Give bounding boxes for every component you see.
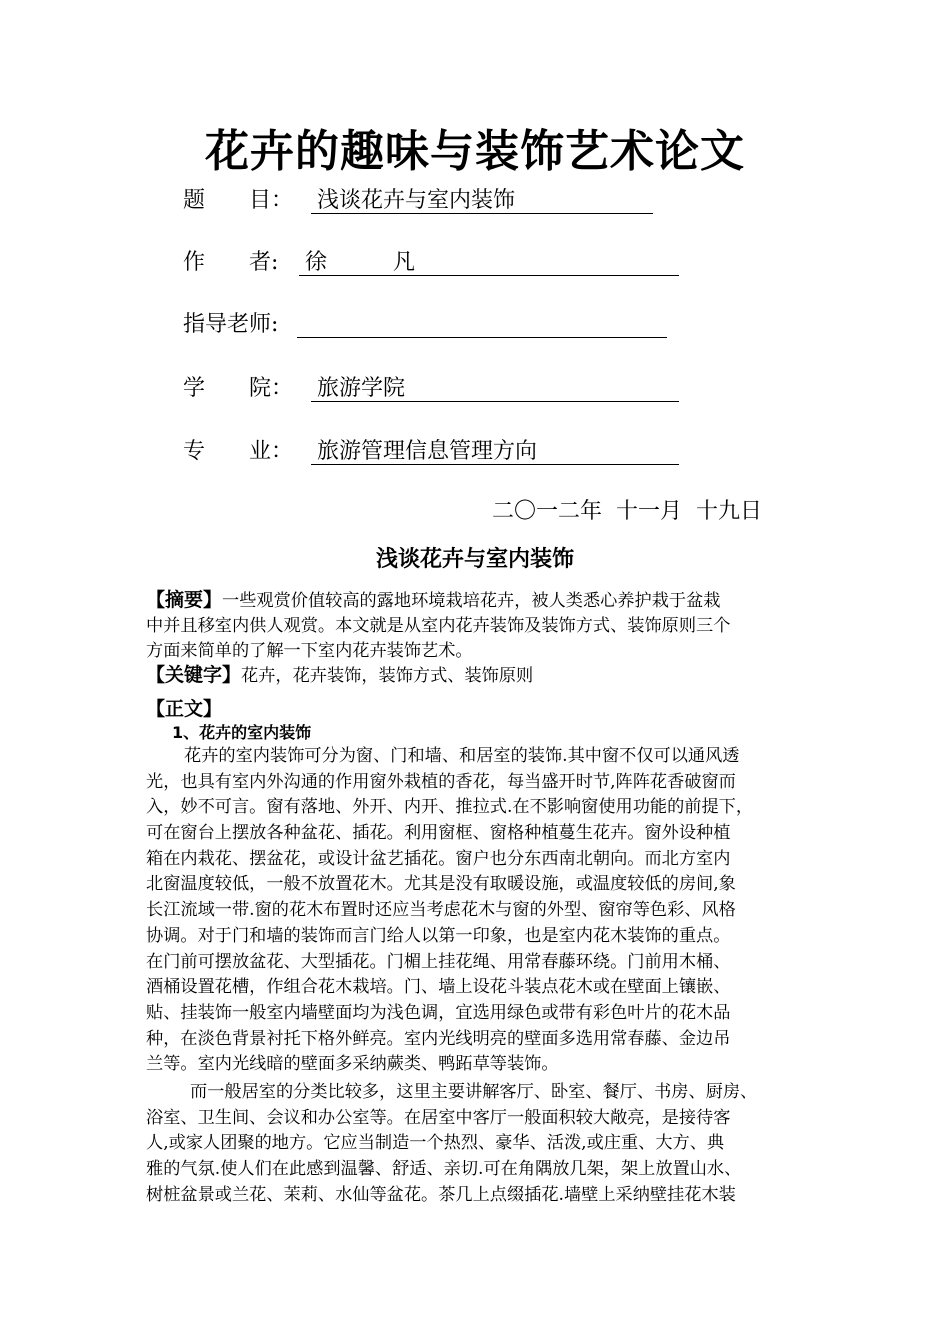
paper-subtitle: 浅谈花卉与室内装饰 bbox=[375, 547, 574, 572]
keywords-block bbox=[146, 663, 810, 689]
paragraph-line: 在门前可摆放盆花、大型插花。门楣上挂花绳、用常春藤环绕。门前用木桶、 bbox=[146, 951, 731, 972]
paragraph-line: 花卉的室内装饰可分为窗、门和墙、和居室的装饰.其中窗不仅可以通风透 bbox=[184, 746, 740, 766]
paragraph-line: 北窗温度较低，一般不放置花木。尤其是没有取暖设施，或温度较低的房间,象 bbox=[146, 874, 736, 895]
paragraph-line: 光，也具有室内外沟通的作用窗外栽植的香花，每当盛开时节,阵阵花香破窗而 bbox=[146, 771, 736, 792]
paragraph-line: 雅的气氛.使人们在此感到温馨、舒适、亲切.可在角隅放几架，架上放置山水、 bbox=[146, 1159, 742, 1180]
paragraph-line: 入，妙不可言。窗有落地、外开、内开、推拉式.在不影响窗使用功能的前提下， bbox=[146, 797, 754, 818]
author-field bbox=[183, 246, 416, 280]
paragraph-line: 兰等。室内光线暗的壁面多采纳蕨类、鸭跖草等装饰。 bbox=[146, 1054, 559, 1075]
advisor-field bbox=[183, 308, 278, 342]
topic-field bbox=[183, 184, 516, 218]
abstract-line: 方面来简单的了解一下室内花卉装饰艺术。 bbox=[146, 641, 473, 662]
topic-value: 浅谈花卉与室内装饰 bbox=[311, 184, 653, 214]
advisor-label: 指导老师: bbox=[183, 312, 279, 337]
college-field bbox=[183, 372, 406, 406]
paragraph-line: 酒桶设置花槽，作组合花木栽培。门、墙上设花斗装点花木或在壁面上镶嵌、 bbox=[146, 977, 731, 998]
author-value: 徐 凡 bbox=[299, 246, 679, 276]
body-tag-block bbox=[146, 697, 810, 723]
paragraph-line: 浴室、卫生间、会议和办公室等。在居室中客厅一般面积较大敞亮，是接待客 bbox=[146, 1107, 731, 1128]
abstract-line: 中并且移室内供人观赏。本文就是从室内花卉装饰及装饰方式、装饰原则三个 bbox=[146, 615, 731, 636]
keywords-tag: 【关键字】 bbox=[146, 664, 242, 686]
abstract-block bbox=[146, 588, 810, 665]
major-value: 旅游管理信息管理方向 bbox=[311, 435, 679, 465]
paragraph-line: 种，在淡色背景衬托下格外鲜亮。室内光线明亮的壁面多选用常春藤、金边吊 bbox=[146, 1028, 731, 1049]
major-field bbox=[183, 435, 538, 469]
major-label: 专 业： bbox=[183, 439, 294, 464]
paragraph-line: 箱在内栽花、摆盆花，或设计盆艺插花。窗户也分东西南北朝向。而北方室内 bbox=[146, 848, 731, 869]
paragraph-line: 协调。对于门和墙的装饰而言门给人以第一印象，也是室内花木装饰的重点。 bbox=[146, 925, 731, 946]
college-value: 旅游学院 bbox=[311, 372, 679, 402]
document-date: 二〇一二年 十一月 十九日 bbox=[492, 499, 762, 524]
paragraph-line: 贴、挂装饰一般室内墙壁面均为浅色调，宜选用绿色或带有彩色叶片的花木品 bbox=[146, 1002, 731, 1023]
abstract-line: 一些观赏价值较高的露地环境栽培花卉，被人类悉心养护栽于盆栽 bbox=[222, 591, 721, 611]
paragraph-line: 人,或家人团聚的地方。它应当制造一个热烈、豪华、活泼,或庄重、大方、典 bbox=[146, 1133, 725, 1154]
paragraph-line: 树桩盆景或兰花、茉莉、水仙等盆花。茶几上点缀插花.墙壁上采纳壁挂花木装 bbox=[146, 1184, 736, 1205]
paragraph-1 bbox=[146, 744, 810, 1078]
body-tag: 【正文】 bbox=[146, 698, 223, 720]
paragraph-line: 长江流域一带.窗的花木布置时还应当考虑花木与窗的外型、窗帘等色彩、风格 bbox=[146, 900, 736, 921]
keywords-text: 花卉，花卉装饰，装饰方式、装饰原则 bbox=[241, 666, 534, 686]
document-title: 花卉的趣味与装饰艺术论文 bbox=[205, 126, 745, 177]
college-label: 学 院： bbox=[183, 376, 294, 401]
abstract-tag: 【摘要】 bbox=[146, 589, 223, 611]
author-label: 作 者: bbox=[183, 250, 279, 275]
section-heading: 1、花卉的室内装饰 bbox=[172, 723, 312, 742]
paragraph-line: 可在窗台上摆放各种盆花、插花。利用窗框、窗格种植蔓生花卉。窗外设种植 bbox=[146, 823, 731, 844]
topic-label: 题 目： bbox=[183, 188, 294, 213]
advisor-value bbox=[297, 308, 667, 338]
paragraph-2 bbox=[146, 1080, 810, 1208]
paragraph-line: 而一般居室的分类比较多，这里主要讲解客厅、卧室、餐厅、书房、厨房、 bbox=[190, 1082, 758, 1102]
